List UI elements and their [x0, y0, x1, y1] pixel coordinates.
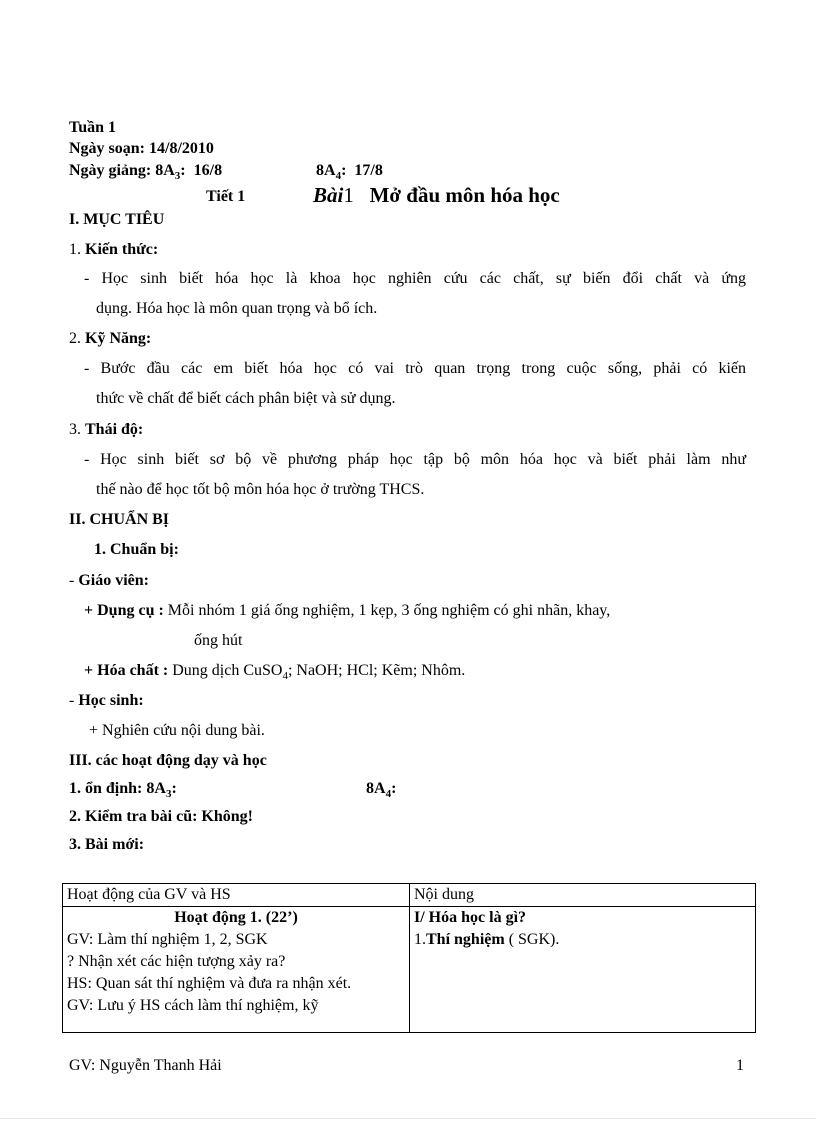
teach-date-line — [69, 161, 222, 186]
tools-line-1 — [84, 601, 746, 621]
chemical-subscript: 4 — [282, 670, 288, 683]
class1-name: $8A_3$: — [155, 162, 186, 183]
preparation-heading: II. CHUẨN BỊ — [69, 511, 170, 528]
skills-heading: 2. Kỹ Năng: — [69, 330, 152, 347]
knowledge-label: Kiến thức: — [85, 241, 159, 258]
teach-date-label: Ngày giảng: — [69, 162, 152, 179]
activities-table — [62, 883, 756, 1033]
table-header-row — [63, 884, 756, 907]
knowledge-line-2: dụng. Hóa học là môn quan trọng và bổ ích. — [96, 300, 378, 317]
table-row — [63, 907, 756, 1033]
skills-line-1: - Bước đầu các em biết hóa học có vai trò quan trọng trong cuộc sống, phải có kiến — [84, 360, 746, 377]
preparation-subheading: 1. Chuẩn bị: — [94, 541, 179, 558]
chemicals-line: + Hóa chất : Dung dịch CuSO$_4$; NaOH; HCl; Kẽm; Nhôm. — [84, 662, 466, 683]
tools-line-2: ống hút — [194, 632, 243, 649]
stabilize-class1: $8A_3$: — [146, 780, 177, 801]
class2-date: 17/8 — [354, 162, 383, 179]
page-bottom-border — [0, 1118, 816, 1119]
prep-date-value: 14/8/2010 — [149, 140, 214, 157]
right-cell — [410, 907, 756, 1033]
page-number: 1 — [736, 1057, 744, 1074]
col2-header: Nội dung — [410, 884, 756, 907]
right-heading: I/ Hóa học là gì? — [414, 909, 527, 926]
lesson-title: Mở đầu môn hóa học — [369, 183, 560, 207]
lesson-title-line — [313, 182, 560, 208]
knowledge-line-1: - Học sinh biết hóa học là khoa học nghiên cứu các chất, sự biến đổi chất và ứng — [84, 270, 746, 287]
objectives-heading: I. MỤC TIÊU — [69, 211, 165, 228]
lesson-number: 1 — [343, 183, 354, 207]
period-label: Tiết 1 — [206, 188, 246, 205]
teacher-heading: - Giáo viên: — [69, 572, 149, 589]
prep-date-label: Ngày soạn: — [69, 140, 146, 157]
class1-subscript: 3 — [174, 170, 181, 183]
chemicals-label: + Hóa chất : — [84, 662, 169, 679]
class2-subscript: 4 — [335, 170, 342, 183]
attitude-label: Thái độ: — [85, 421, 144, 438]
prep-date-line — [69, 139, 214, 159]
class2-name: $8A_4$: — [316, 162, 347, 183]
student-label: Học sinh: — [78, 692, 144, 709]
left-line: HS: Quan sát thí nghiệm và đưa ra nhận xét. — [67, 975, 352, 992]
left-cell — [63, 907, 410, 1033]
lesson-label: Bài — [313, 183, 344, 207]
tools-text: Mỗi nhóm 1 giá ống nghiệm, 1 kẹp, 3 ống nghiệm có ghi nhãn, khay, — [167, 602, 611, 619]
attitude-heading: 3. Thái độ: — [69, 421, 144, 438]
skills-label: Kỹ Năng: — [85, 330, 152, 347]
left-line: ? Nhận xét các hiện tượng xảy ra? — [67, 953, 286, 970]
left-line: GV: Lưu ý HS cách làm thí nghiệm, kỹ — [67, 997, 319, 1014]
col1-header: Hoạt động của GV và HS — [63, 884, 410, 907]
attitude-line-1: - Học sinh biết sơ bộ về phương pháp học tập bộ môn hóa học và biết phải làm như — [84, 451, 746, 468]
knowledge-heading: 1. Kiến thức: — [69, 241, 159, 258]
class1-date: 16/8 — [193, 162, 223, 179]
stabilize-label: 1. ổn định: — [69, 780, 143, 797]
activity-title: Hoạt động 1. (22’) — [174, 909, 298, 926]
new-lesson-label: 3. Bài mới: — [69, 836, 145, 853]
student-line: + Nghiên cứu nội dung bài. — [89, 722, 265, 739]
left-line: GV: Làm thí nghiệm 1, 2, SGK — [67, 931, 268, 948]
stabilize-class2: $8A_4$: — [366, 780, 397, 801]
skills-line-2: thức về chất để biết cách phân biệt và sử dụng. — [96, 390, 396, 407]
footer-teacher: GV: Nguyễn Thanh Hải — [69, 1057, 222, 1074]
check-old-lesson: 2. Kiểm tra bài cũ: Không! — [69, 808, 253, 825]
attitude-line-2: thế nào để học tốt bộ môn hóa học ở trường THCS. — [96, 481, 425, 498]
week-label: Tuần 1 — [69, 119, 116, 136]
tools-label: + Dụng cụ : — [84, 602, 164, 619]
student-heading: - Học sinh: — [69, 692, 144, 709]
right-line: 1.Thí nghiệm ( SGK). — [414, 931, 560, 948]
activities-heading: III. các hoạt động dạy và học — [69, 752, 267, 769]
stabilize-line — [69, 779, 177, 804]
teacher-label: Giáo viên: — [78, 572, 149, 589]
